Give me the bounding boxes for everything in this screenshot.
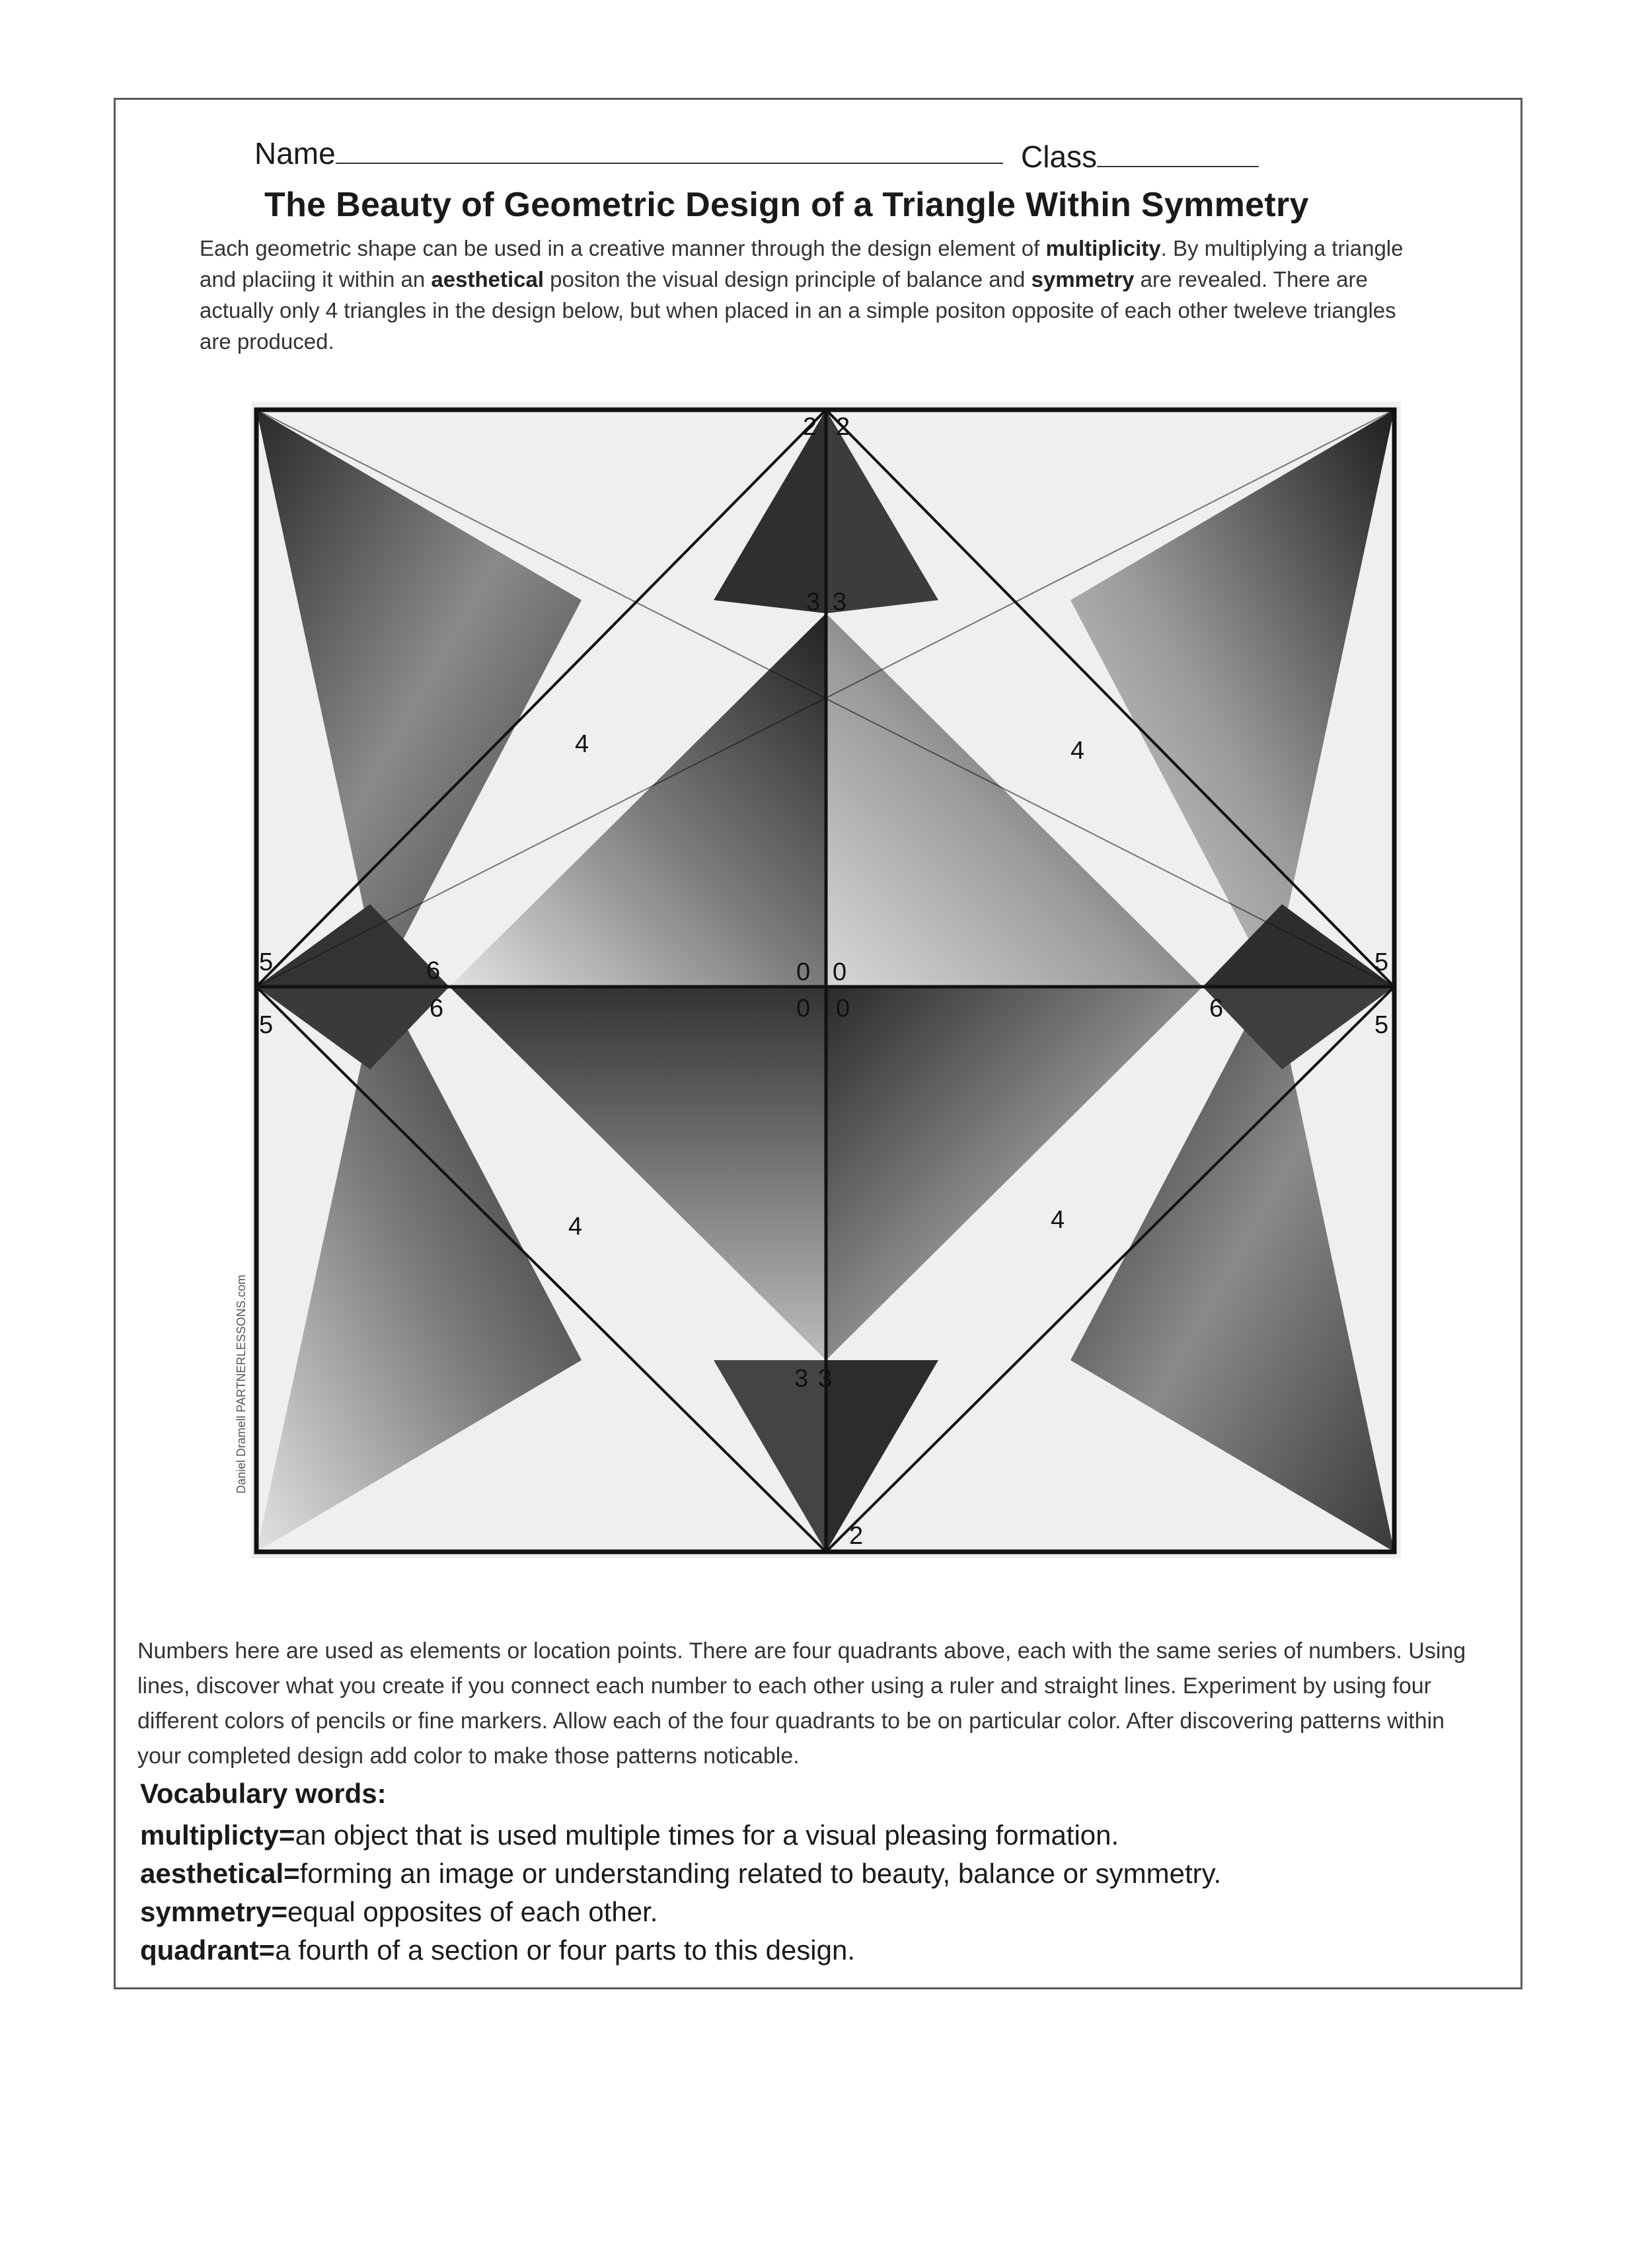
vocab-term: quadrant= xyxy=(140,1934,276,1966)
label-ll-4: 4 xyxy=(568,1213,583,1241)
artist-credit: Daniel Dramell PARTNERLESSONS.com xyxy=(235,1274,248,1494)
geometric-triangle-drawing xyxy=(251,402,1401,1558)
intro-text-4: are revealed. There are actually only 4 triangles in the design below, but when placed in an a simple positon opposite of each other tweleve triangles are produced. xyxy=(200,267,1396,354)
label-ul-4: 4 xyxy=(575,730,589,758)
label-lower-3-right: 3 xyxy=(818,1365,833,1393)
label-ur-4: 4 xyxy=(1070,737,1085,765)
label-upper-3-left: 3 xyxy=(806,588,821,616)
label-ll-6: 6 xyxy=(430,995,444,1022)
instructions-paragraph: Numbers here are used as elements or location points. There are four quadrants above, each with the same series of numbers. Using lines, discover what you create if you connect each number to each other using a ruler and straight lines. Experiment by using four different colors of pencils or fine markers. Allow each of the four quadrants to be on particular color. After discovering patterns within your completed design add color to make those patterns noticable. xyxy=(137,1638,1466,1769)
vocab-term: symmetry= xyxy=(140,1896,287,1927)
intro-term-symmetry: symmetry xyxy=(1031,267,1135,291)
page-title: The Beauty of Geometric Design of a Triangle Within Symmetry xyxy=(264,186,1309,224)
label-bottom-2-right: 2 xyxy=(849,1522,864,1550)
vocabulary-heading: Vocabulary words: xyxy=(140,1778,387,1809)
vocab-item xyxy=(140,1931,1221,1970)
label-top-2-right: 2 xyxy=(836,413,850,441)
label-lr-5: 5 xyxy=(1374,1011,1389,1039)
vocab-item xyxy=(140,1893,1221,1931)
vocabulary-list xyxy=(140,1816,1221,1970)
label-c-0-b: 0 xyxy=(833,958,847,986)
class-field[interactable] xyxy=(1021,139,1259,174)
label-ur-5: 5 xyxy=(1374,948,1389,976)
vocab-item xyxy=(140,1855,1221,1893)
label-c-0-c: 0 xyxy=(796,995,811,1022)
label-c-0-d: 0 xyxy=(836,995,850,1022)
intro-term-multiplicity: multiplicity xyxy=(1045,236,1161,260)
intro-text-3: positon the visual design principle of balance and xyxy=(543,267,1032,291)
intro-paragraph xyxy=(200,233,1415,357)
class-label: Class xyxy=(1021,139,1098,174)
label-lr-6: 6 xyxy=(1209,995,1224,1022)
label-c-0-a: 0 xyxy=(796,958,811,986)
intro-term-aesthetical: aesthetical xyxy=(431,267,544,291)
label-lower-3-left: 3 xyxy=(794,1365,809,1393)
vocab-term: multiplicty= xyxy=(140,1819,295,1851)
label-ul-5: 5 xyxy=(259,948,274,976)
label-upper-3-right: 3 xyxy=(833,588,847,616)
label-lr-4: 4 xyxy=(1051,1206,1065,1234)
vocab-term: aesthetical= xyxy=(140,1858,300,1889)
vocab-item xyxy=(140,1816,1221,1855)
vocab-definition: an object that is used multiple times for a visual pleasing formation. xyxy=(295,1819,1119,1851)
label-ul-6: 6 xyxy=(426,957,441,985)
intro-text-1: Each geometric shape can be used in a creative manner through the design element of xyxy=(200,236,1046,260)
label-top-2-left: 2 xyxy=(803,413,817,441)
class-blank[interactable] xyxy=(1097,141,1259,167)
name-blank[interactable] xyxy=(336,137,1003,164)
name-field[interactable] xyxy=(254,135,1003,171)
vocab-definition: a fourth of a section or four parts to this design. xyxy=(275,1934,856,1966)
label-ll-5: 5 xyxy=(259,1011,274,1039)
name-label: Name xyxy=(254,136,336,171)
vocab-definition: forming an image or understanding related to beauty, balance or symmetry. xyxy=(299,1858,1222,1889)
vocab-definition: equal opposites of each other. xyxy=(287,1896,658,1927)
intro-text-2: . By multiplying a triangle and placiing it within an xyxy=(200,236,1404,291)
